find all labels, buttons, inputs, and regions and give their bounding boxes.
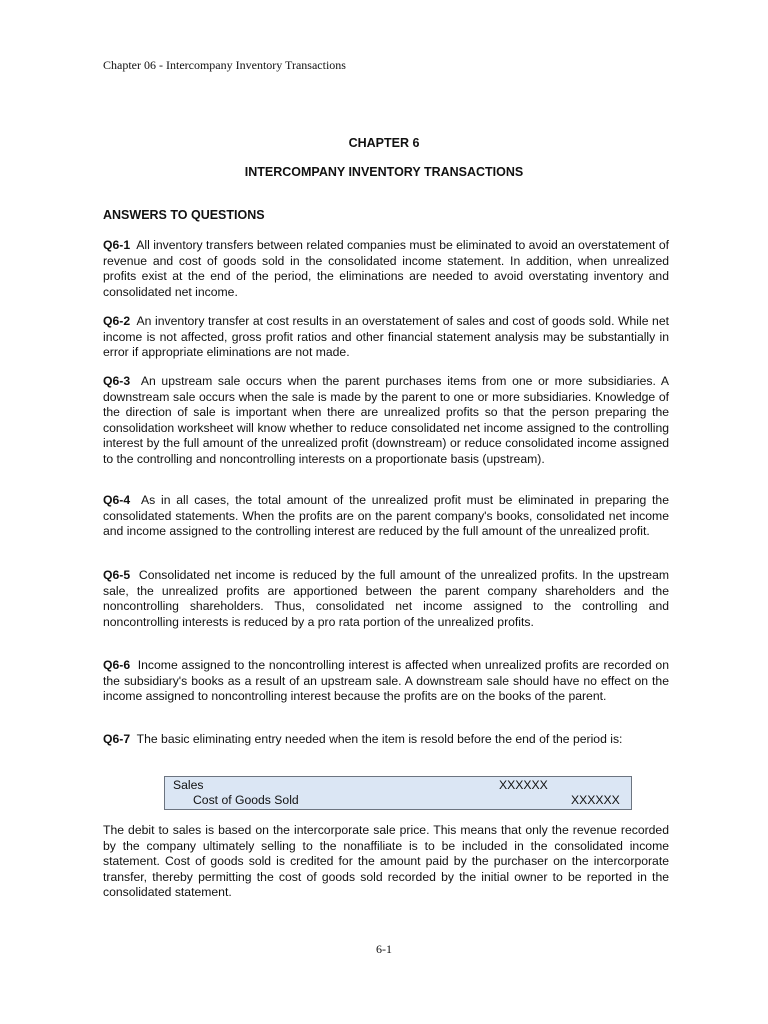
question-text: As in all cases, the total amount of the unrealized profit must be eliminated in preparing the consolidated statements. When the profits are on the parent company's books, consolidated net income and income assigned to the controlling interest are reduced by the full amount of the unrealized profit. bbox=[103, 493, 669, 539]
question-q6-3 bbox=[103, 374, 669, 468]
entry-debit-row bbox=[165, 778, 631, 794]
question-q6-2 bbox=[103, 314, 669, 361]
question-label: Q6-5 bbox=[103, 568, 131, 582]
question-label: Q6-6 bbox=[103, 658, 131, 672]
credit-amount: XXXXXX bbox=[571, 793, 620, 807]
question-text: An inventory transfer at cost results in an overstatement of sales and cost of goods sold. While net income is not affected, gross profit ratios and other financial statement analysis may be substantially in error if appropriate eliminations are not made. bbox=[103, 314, 669, 360]
question-q6-6 bbox=[103, 658, 669, 705]
question-q6-5 bbox=[103, 568, 669, 630]
question-text: The basic eliminating entry needed when the item is resold before the end of the period is: bbox=[136, 732, 623, 746]
page-number: 6-1 bbox=[376, 942, 392, 956]
question-label: Q6-1 bbox=[103, 238, 131, 252]
question-label: Q6-4 bbox=[103, 493, 131, 507]
chapter-subtitle: INTERCOMPANY INVENTORY TRANSACTIONS bbox=[244, 165, 524, 179]
entry-credit-row bbox=[165, 793, 631, 809]
question-text: An upstream sale occurs when the parent purchases items from one or more subsidiaries. A downstream sale occurs when the sale is made by the parent to one or more subsidiaries. Knowledge of the direction of sale is important when there are unrealized profits so that the person preparing the consolidation worksheet will know whether to reduce consolidated net income assigned to the controlling interest by the full amount of the unrealized profit (downstream) or reduce consolidated income assigned to the controlling and noncontrolling interests on a proportionate basis (upstream). bbox=[103, 374, 669, 466]
question-q6-1 bbox=[103, 238, 669, 300]
credit-account: Cost of Goods Sold bbox=[193, 793, 299, 807]
section-heading: ANSWERS TO QUESTIONS bbox=[103, 208, 265, 222]
journal-entry-box bbox=[164, 776, 632, 810]
debit-account: Sales bbox=[173, 778, 204, 792]
question-text: Consolidated net income is reduced by the full amount of the unrealized profits. In the upstream sale, the unrealized profits are apportioned between the parent company shareholders and the noncontrolling shareholders. Thus, consolidated net income assigned to the controlling and noncontrolling interests is reduced by a pro rata portion of the unrealized profits. bbox=[103, 568, 669, 629]
entry-explanation: The debit to sales is based on the intercorporate sale price. This means that only the revenue recorded by the company ultimately selling to the nonaffiliate is to be included in the consolidated income statement. Cost of goods sold is credited for the amount paid by the purchaser on the intercorporate transfer, thereby permitting the cost of goods sold recorded by the initial owner to be reported in the consolidated statement. bbox=[103, 823, 669, 900]
question-text: All inventory transfers between related companies must be eliminated to avoid an overstatement of revenue and cost of goods sold in the consolidated income statement. In addition, when unrealized profits exist at the end of the period, the eliminations are needed to avoid overstating inventory and consolidated net income. bbox=[103, 238, 669, 299]
question-text: Income assigned to the noncontrolling interest is affected when unrealized profits are recorded on the subsidiary's books as a result of an upstream sale. A downstream sale should have no effect on the income assigned to noncontrolling interest because the profits are on the books of the parent. bbox=[103, 658, 669, 704]
question-label: Q6-3 bbox=[103, 374, 131, 388]
question-label: Q6-2 bbox=[103, 314, 131, 328]
question-label: Q6-7 bbox=[103, 732, 131, 746]
running-header: Chapter 06 - Intercompany Inventory Transactions bbox=[103, 58, 346, 72]
debit-amount: XXXXXX bbox=[499, 778, 548, 792]
chapter-title: CHAPTER 6 bbox=[348, 136, 420, 150]
question-q6-4 bbox=[103, 493, 669, 540]
question-q6-7 bbox=[103, 732, 669, 748]
